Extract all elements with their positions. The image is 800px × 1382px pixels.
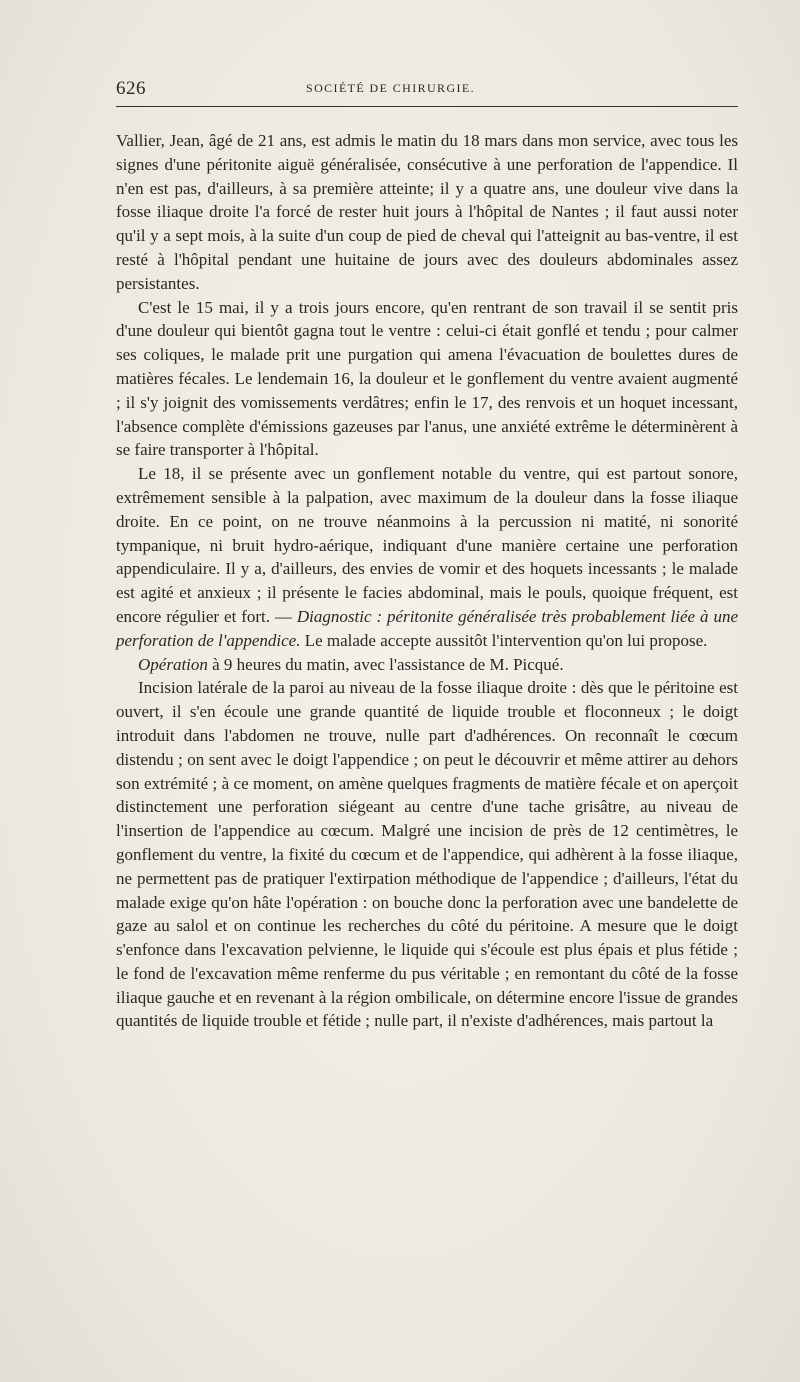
body-text [116, 129, 738, 1033]
header-rule [116, 106, 738, 107]
running-title: SOCIÉTÉ DE CHIRURGIE. [306, 81, 476, 95]
paragraph-incision: Incision latérale de la paroi au niveau de la fosse iliaque droite : dès que le péritoine est ouvert, il s'en écoule une grande quantité de liquide trouble et floconneux ; le doigt introduit dans l'abdomen ne trouve, nulle part d'adhérences. On reconnaît le cœcum distendu ; on sent avec le doigt l'appendice ; on peut le découvrir et même attirer au dehors son extrémité ; à ce moment, on amène quelques fragments de matière fécale et on aperçoit distinctement une perforation siégeant au centre d'une tache grisâtre, au niveau de l'insertion de l'appendice au cœcum. Malgré une incision de près de 12 centimètres, le gonflement du ventre, la fixité du cœcum et de l'appendice, qui adhèrent à la fosse iliaque, ne permettent pas de pratiquer l'extirpation méthodique de l'appendice ; d'ailleurs, l'état du malade exige qu'on hâte l'opération : on bouche donc la perforation avec une bandelette de gaze au salol et on continue les recherches du côté du péritoine. A mesure que le doigt s'enfonce dans l'excavation pelvienne, le liquide qui s'écoule est plus épais et plus fétide ; le fond de l'excavation même renferme du pus véritable ; en remontant du côté de la fosse iliaque gauche et en revenant à la région ombilicale, on détermine encore l'issue de grandes quantités de liquide trouble et fétide ; nulle part, il n'existe d'adhérences, mais partout la [116, 678, 738, 1031]
diagnosis-text: Diagnostic : péritonite généralisée très probablement liée à une perforation de l'appendice. [116, 606, 738, 650]
running-head [116, 70, 738, 100]
paragraph-operation [116, 653, 738, 677]
operation-label: Opération [138, 654, 208, 674]
examination-end: Le malade accepte aussitôt l'intervention qu'on lui propose. [304, 630, 708, 650]
paragraph-examination [116, 462, 738, 652]
page-number: 626 [116, 78, 146, 99]
paragraph-case-history: Vallier, Jean, âgé de 21 ans, est admis le matin du 18 mars dans mon service, avec tous les signes d'une péritonite aiguë généralisée, consécutive à une perforation de l'appendice. Il n'en est pas, d'ailleurs, à sa première atteinte; il y a quatre ans, une douleur vive dans la fosse iliaque droite l'a forcé de rester huit jours à l'hôpital de Nantes ; il faut aussi noter qu'il y a sept mois, à la suite d'un coup de pied de cheval qui l'atteignit au bas-ventre, il est resté à l'hôpital pendant une huitaine de jours avec des douleurs abdominales assez persistantes. [116, 131, 738, 293]
operation-text: à 9 heures du matin, avec l'assistance de M. Picqué. [212, 654, 564, 674]
book-page [116, 70, 738, 1031]
paragraph-onset: C'est le 15 mai, il y a trois jours encore, qu'en rentrant de son travail il se sentit pris d'une douleur qui bientôt gagna tout le ventre : celui-ci était gonflé et tendu ; pour calmer ses coliques, le malade prit une purgation qui amena l'évacuation de boulettes dures de matières fécales. Le lendemain 16, la douleur et le gonflement du ventre avaient augmenté ; il s'y joignit des vomissements verdâtres; enfin le 17, des renvois et un hoquet incessant, l'absence complète d'émissions gazeuses par l'anus, une anxiété extrême le déterminèrent à se faire transporter à l'hôpital. [116, 297, 738, 460]
examination-text: Le 18, il se présente avec un gonflement notable du ventre, qui est partout sonore, extrêmement sensible à la palpation, avec maximum de la douleur dans la fosse iliaque droite. En ce point, on ne trouve néanmoins à la percussion ni matité, ni sonorité tympanique, ni bruit hydro-aérique, indiquant d'une manière certaine une perforation appendiculaire. Il y a, d'ailleurs, des envies de vomir et des hoquets incessants ; le malade est agité et anxieux ; il présente le facies abdominal, mais le pouls, quoique fréquent, est encore régulier et fort. — [116, 464, 738, 626]
